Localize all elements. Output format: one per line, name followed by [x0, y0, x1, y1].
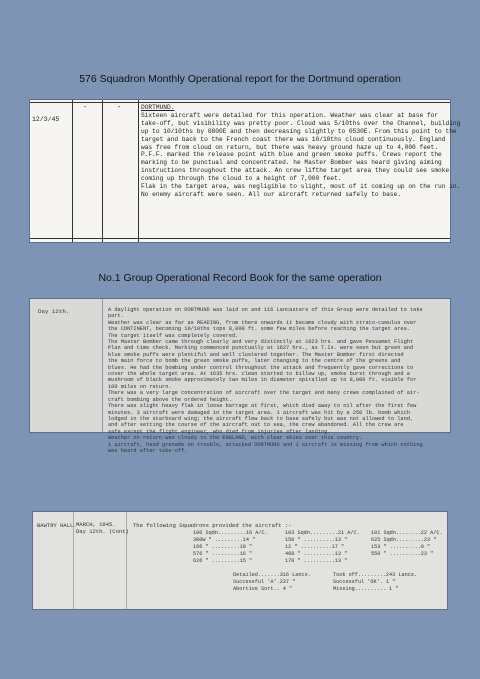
record-line: A daylight operation on DORTMUND was laid on and 116 Lancasters of this Group were detailed to take — [108, 307, 423, 313]
record-line: safe except the flight engineer, who died from injuries after landing. — [108, 428, 331, 435]
rule-line — [30, 238, 450, 239]
report-title: DORTMUND. — [141, 104, 175, 111]
report-line: instructions throughout the attack. An crew lifthe target area they could see smoke — [141, 167, 450, 175]
summary-entry: Detailed.......316 Lancs. — [233, 572, 311, 578]
squadron-entry: 576 " .........16 " — [193, 551, 253, 557]
squadron-entry: 153 " ..........9 " — [371, 544, 431, 550]
record-line: minutes. 3 aircraft were damaged in the target area. 1 aircraft was hit by a 250 lb. bomb which — [108, 409, 410, 416]
record-line: cover the whole target area. At 1635 hrs. clean started to billow up, smoke burst through and a — [108, 371, 410, 378]
squadron-entry: 626 " .........15 " — [193, 558, 253, 564]
record-line: There was slight heavy flak in loose barrage at first, which died away to nil after the first few — [108, 403, 417, 410]
summary-location: BAWTRY HALL. — [37, 522, 77, 529]
report-text — [141, 104, 461, 199]
squadron-entry: 550 " ..........23 " — [371, 551, 434, 557]
column-divider — [126, 512, 127, 609]
column-divider — [102, 100, 103, 242]
record-line: The Master Bomber came through clearly and very distinctly at 1623 hrs. and gave Pessamet Flight — [108, 339, 414, 346]
record-line: Plan and time check. Marking commenced punctually at 1627 hrs., as T.Is. were seen but green and — [108, 345, 414, 352]
summary-entry: Missing.......... 1 " — [333, 586, 399, 592]
document-squadron-report — [30, 100, 461, 242]
report-line: take-off, but visibility was pretty poor. Cloud was 5/10ths over the Channel, building — [141, 119, 461, 127]
record-line: The target itself was completely covered. — [108, 332, 239, 339]
squadron-entry: 300W " .........14 " — [193, 537, 256, 543]
document-squadron-summary — [33, 512, 447, 609]
summary-entry: Successful 'OK'. 1 " — [333, 579, 396, 585]
record-line: mushroom of black smoke approximately two miles in diameter spiralled up to 8,000 ft. visible for — [108, 377, 417, 384]
report-line: up to 10/10ths by 0800E and then decreasing slightly to 0530E. From this point to the — [141, 127, 457, 135]
entry-dash: - — [117, 104, 122, 112]
document-group-record — [30, 299, 450, 454]
entry-dash: - — [83, 104, 88, 112]
column-divider — [72, 100, 73, 242]
record-line: 1 aircraft, hand grenade on trouble, attacked DORTMUND and 1 aircraft is missing from which nothing — [108, 441, 423, 448]
rule-line — [30, 102, 450, 103]
record-line: lodged in the starboard wing; the aircraft flew back to base safely but was not allowed to land, — [108, 415, 414, 422]
record-line: the main force to bomb the green smoke puffs, later changing to the centre of the greens and — [108, 358, 401, 365]
summary-entry: Abortive Sort.. 4 " — [233, 586, 293, 592]
record-line: Weather on return was cloudy to the ENGLAND, with clear skies over this country. — [108, 435, 363, 442]
record-day: Day 12th. — [38, 308, 70, 315]
squadron-entry: 150 " ..........13 " — [285, 537, 348, 543]
record-text — [108, 307, 448, 454]
record-line: was heard after take-off. — [108, 447, 188, 454]
record-line: 100 miles on return. — [108, 383, 172, 390]
report-line: target and back to the French coast there was 10/10ths cloud continuously. England — [141, 135, 446, 143]
record-line: Weather was clear as far as READING, from there onwards it became cloudy with strato-cumulus over — [108, 319, 417, 326]
summary-entry: Successful 'A'.237 " — [233, 579, 296, 585]
entry-date: 12/3/45 — [32, 116, 60, 123]
summary-day: Day 12th. (Cont) — [76, 528, 129, 535]
squadron-entry: 460 " ..........13 " — [285, 551, 348, 557]
report-line: Flak in the target area, was negligible to slight, most of it coming up on the run in. — [141, 183, 461, 191]
squadron-entry: 12 " ..........17 " — [285, 544, 345, 550]
summary-entry: Took off.........243 Lancs. — [333, 572, 418, 578]
report-line: P.F.F. marked the release point with blue and green smoke puffs. Crews report the — [141, 151, 442, 159]
report-line: was free from cloud on return, but there was heavy ground haze up to 4,000 feet. — [141, 143, 439, 151]
squadron-entry: 100 Sqdn.........16 A/C. — [193, 530, 268, 536]
record-line: blue smoke puffs were plentiful and well clustered together. The Master Bomber first directed — [108, 351, 404, 358]
caption-group-record: No.1 Group Operational Record Book for the same operation — [98, 272, 382, 284]
record-line: part. — [108, 313, 124, 320]
summary-intro: The following Squadrons provided the aircraft :- — [133, 522, 292, 529]
squadron-entry: 166 " .........18 " — [193, 544, 253, 550]
summary-date: MARCH, 1945. — [76, 521, 116, 528]
record-line: There was a very large concentration of aircraft over the target and many crews complained of air- — [108, 390, 420, 397]
record-line: craft bombing above the ordered height. — [108, 396, 232, 403]
column-divider — [138, 100, 139, 242]
report-line: marking to be punctual and concentrated. he Master Bomber was heard giving aiming — [141, 159, 442, 167]
column-divider — [102, 299, 103, 432]
record-line: blues. He had the bombing under control throughout the attack and frequently gave corrections to — [108, 364, 414, 371]
report-line: Sixteen aircraft were detailed for this operation. Weather was clear at base for — [141, 111, 439, 119]
caption-squadron-report: 576 Squadron Monthly Operational report for the Dortmund operation — [79, 73, 401, 85]
record-line: and after setting the course of the aircraft out to sea, the crew abandoned. All the crew are — [108, 422, 404, 429]
squadron-entry: 625 Sqdn.........23 " — [371, 537, 437, 543]
squadron-entry: 101 Sqdn........22 A/C. — [371, 530, 443, 536]
record-line: the CONTINENT, becoming 10/10ths tops 8,000 ft. some few miles before reaching the target area. — [108, 326, 410, 333]
report-line: coming up through the cloud to a height of 7,000 feet. — [141, 175, 342, 183]
squadron-entry: 170 " ..........13 " — [285, 558, 348, 564]
squadron-entry: 103 Sqdn.........21 A/C. — [285, 530, 360, 536]
report-line: No enemy aircraft were seen. All our aircraft returned safely to base. — [141, 190, 401, 198]
